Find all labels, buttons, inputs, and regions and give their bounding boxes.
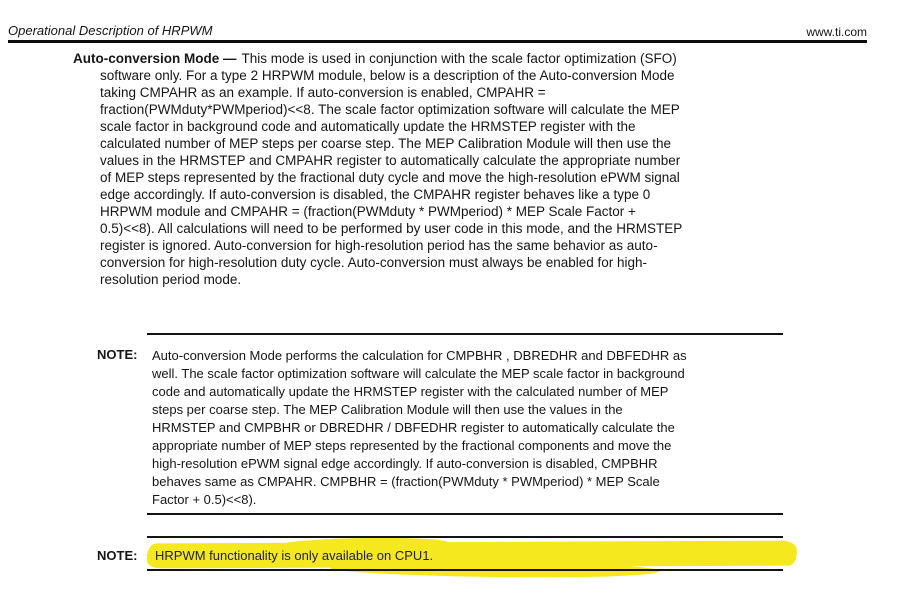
note2-label: NOTE:: [97, 548, 138, 563]
note-line: code and automatically update the HRMSTEP register with the calculated number of MEP: [152, 384, 669, 399]
paragraph-line: software only. For a type 2 HRPWM module, below is a description of the Auto-conversion Mode: [100, 68, 675, 83]
paragraph-line: register is ignored. Auto-conversion for high-resolution period has the same behavior as auto-: [100, 238, 658, 253]
note1-rule-bottom: [147, 513, 783, 515]
note-line: HRMSTEP and CMPBHR or DBREDHR / DBFEDHR register to automatically calculate the: [152, 420, 675, 435]
paragraph-line: [73, 50, 682, 67]
header-site-url: www.ti.com: [806, 25, 867, 39]
note-line: steps per coarse step. The MEP Calibration Module will then use the values in the: [152, 402, 623, 417]
paragraph-line: fraction(PWMduty*PWMperiod)<<8. The scale factor optimization software will calculate the MEP: [100, 102, 680, 117]
paragraph-line: values in the HRMSTEP and CMPAHR register to automatically calculate the appropriate number: [100, 153, 681, 168]
note-line: Factor + 0.5)<<8).: [152, 492, 257, 507]
paragraph-line: HRPWM module and CMPAHR = (fraction(PWMduty * PWMperiod) * MEP Scale Factor +: [100, 204, 636, 219]
note-line: appropriate number of MEP steps represented by the fractional components and move the: [152, 438, 672, 453]
note1-body: [152, 347, 687, 509]
note1-label: NOTE:: [97, 347, 138, 362]
note2-text: HRPWM functionality is only available on CPU1.: [155, 548, 434, 563]
paragraph-line: calculated number of MEP steps per coarse step. The MEP Calibration Module will then use the: [100, 136, 672, 151]
note2-rule-top: [147, 536, 783, 538]
note-line: behaves same as CMPAHR. CMPBHR = (fraction(PWMduty * PWMperiod) * MEP Scale: [152, 474, 660, 489]
paragraph-line: scale factor in background code and automatically update the HRMSTEP register with the: [100, 119, 636, 134]
paragraph-term: Auto-conversion Mode —: [73, 51, 237, 66]
paragraph-line-text: This mode is used in conjunction with the scale factor optimization (SFO): [241, 51, 677, 66]
paragraph-line: 0.5)<<8). All calculations will need to be performed by user code in this mode, and the HRMSTEP: [100, 221, 683, 236]
note-line: high-resolution ePWM signal edge accordingly. If auto-conversion is disabled, CMPBHR: [152, 456, 658, 471]
note-line: Auto-conversion Mode performs the calculation for CMPBHR , DBREDHR and DBFEDHR as: [152, 348, 687, 363]
main-paragraph: [73, 50, 682, 288]
note2-rule-bottom: [147, 569, 783, 571]
header-rule: [8, 40, 867, 43]
paragraph-line: resolution period mode.: [100, 272, 242, 287]
paragraph-line: taking CMPAHR as an example. If auto-conversion is enabled, CMPAHR =: [100, 85, 546, 100]
note1-rule-top: [147, 333, 783, 335]
paragraph-line: of MEP steps represented by the fractional duty cycle and move the high-resolution ePWM signal: [100, 170, 680, 185]
note-line: well. The scale factor optimization software will calculate the MEP scale factor in background: [152, 366, 685, 381]
paragraph-line: edge accordingly. If auto-conversion is disabled, the CMPAHR register behaves like a type 0: [100, 187, 651, 202]
header-doc-title: Operational Description of HRPWM: [8, 23, 213, 38]
paragraph-line: conversion for high-resolution duty cycle. Auto-conversion must always be enabled for high-: [100, 255, 648, 270]
